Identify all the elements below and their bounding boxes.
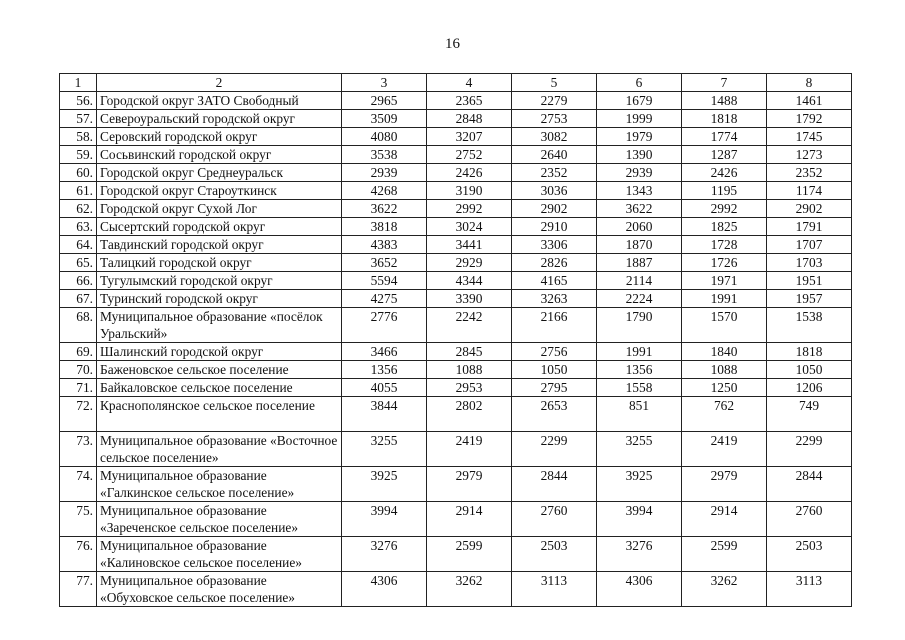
value-cell-col-4: 2599 bbox=[427, 537, 512, 572]
municipality-name: Североуральский городской округ bbox=[97, 110, 342, 128]
value-cell-col-8: 2844 bbox=[767, 467, 852, 502]
value-cell-col-3: 3466 bbox=[342, 343, 427, 361]
value-cell-col-8: 1273 bbox=[767, 146, 852, 164]
value-cell-col-6: 2224 bbox=[597, 290, 682, 308]
municipality-name: Баженовское сельское поселение bbox=[97, 361, 342, 379]
row-number: 74. bbox=[60, 467, 97, 502]
table-row bbox=[60, 92, 852, 110]
value-cell-col-8: 1174 bbox=[767, 182, 852, 200]
value-cell-col-7: 1774 bbox=[682, 128, 767, 146]
table-row bbox=[60, 290, 852, 308]
value-cell-col-6: 1999 bbox=[597, 110, 682, 128]
municipality-name: Муниципальное образование «Восточное сельское поселение» bbox=[97, 432, 342, 467]
value-cell-col-5: 1050 bbox=[512, 361, 597, 379]
value-cell-col-8: 3113 bbox=[767, 572, 852, 607]
value-cell-col-4: 2845 bbox=[427, 343, 512, 361]
header-cell: 7 bbox=[682, 74, 767, 92]
value-cell-col-6: 1790 bbox=[597, 308, 682, 343]
value-cell-col-4: 2419 bbox=[427, 432, 512, 467]
table-row bbox=[60, 182, 852, 200]
value-cell-col-5: 2299 bbox=[512, 432, 597, 467]
value-cell-col-7: 1825 bbox=[682, 218, 767, 236]
value-cell-col-5: 2756 bbox=[512, 343, 597, 361]
value-cell-col-5: 3306 bbox=[512, 236, 597, 254]
value-cell-col-8: 1951 bbox=[767, 272, 852, 290]
value-cell-col-5: 2640 bbox=[512, 146, 597, 164]
value-cell-col-3: 3844 bbox=[342, 397, 427, 432]
value-cell-col-7: 1250 bbox=[682, 379, 767, 397]
table-row bbox=[60, 502, 852, 537]
value-cell-col-5: 3263 bbox=[512, 290, 597, 308]
value-cell-col-6: 3255 bbox=[597, 432, 682, 467]
municipality-name: Муниципальное образование «Обуховское сельское поселение» bbox=[97, 572, 342, 607]
value-cell-col-3: 1356 bbox=[342, 361, 427, 379]
value-cell-col-4: 3441 bbox=[427, 236, 512, 254]
table-header-row bbox=[60, 74, 852, 92]
value-cell-col-3: 4268 bbox=[342, 182, 427, 200]
value-cell-col-8: 1792 bbox=[767, 110, 852, 128]
value-cell-col-7: 2426 bbox=[682, 164, 767, 182]
table-row bbox=[60, 128, 852, 146]
value-cell-col-3: 3652 bbox=[342, 254, 427, 272]
value-cell-col-3: 4080 bbox=[342, 128, 427, 146]
value-cell-col-4: 1088 bbox=[427, 361, 512, 379]
municipality-name: Городской округ Сухой Лог bbox=[97, 200, 342, 218]
table-row bbox=[60, 537, 852, 572]
value-cell-col-4: 2426 bbox=[427, 164, 512, 182]
row-number: 67. bbox=[60, 290, 97, 308]
value-cell-col-5: 2760 bbox=[512, 502, 597, 537]
table-row bbox=[60, 218, 852, 236]
value-cell-col-3: 3276 bbox=[342, 537, 427, 572]
value-cell-col-7: 2599 bbox=[682, 537, 767, 572]
value-cell-col-7: 1726 bbox=[682, 254, 767, 272]
municipality-name: Сосьвинский городской округ bbox=[97, 146, 342, 164]
table-row bbox=[60, 308, 852, 343]
row-number: 59. bbox=[60, 146, 97, 164]
municipality-name: Городской округ Среднеуральск bbox=[97, 164, 342, 182]
row-number: 60. bbox=[60, 164, 97, 182]
value-cell-col-8: 1538 bbox=[767, 308, 852, 343]
row-number: 58. bbox=[60, 128, 97, 146]
value-cell-col-6: 1979 bbox=[597, 128, 682, 146]
row-number: 66. bbox=[60, 272, 97, 290]
value-cell-col-4: 2242 bbox=[427, 308, 512, 343]
municipality-name: Муниципальное образование «Калиновское сельское поселение» bbox=[97, 537, 342, 572]
value-cell-col-4: 3024 bbox=[427, 218, 512, 236]
value-cell-col-4: 3262 bbox=[427, 572, 512, 607]
municipality-name: Краснополянское сельское поселение bbox=[97, 397, 342, 432]
value-cell-col-3: 2776 bbox=[342, 308, 427, 343]
municipality-name: Байкаловское сельское поселение bbox=[97, 379, 342, 397]
value-cell-col-3: 4055 bbox=[342, 379, 427, 397]
value-cell-col-5: 2753 bbox=[512, 110, 597, 128]
value-cell-col-8: 1818 bbox=[767, 343, 852, 361]
table-row bbox=[60, 379, 852, 397]
value-cell-col-6: 3994 bbox=[597, 502, 682, 537]
value-cell-col-3: 4306 bbox=[342, 572, 427, 607]
municipality-name: Серовский городской округ bbox=[97, 128, 342, 146]
header-cell: 6 bbox=[597, 74, 682, 92]
header-cell: 8 bbox=[767, 74, 852, 92]
table-row bbox=[60, 467, 852, 502]
table-row bbox=[60, 254, 852, 272]
value-cell-col-4: 4344 bbox=[427, 272, 512, 290]
value-cell-col-6: 1558 bbox=[597, 379, 682, 397]
value-cell-col-5: 2503 bbox=[512, 537, 597, 572]
municipality-name: Тавдинский городской округ bbox=[97, 236, 342, 254]
value-cell-col-4: 2914 bbox=[427, 502, 512, 537]
row-number: 72. bbox=[60, 397, 97, 432]
value-cell-col-6: 1991 bbox=[597, 343, 682, 361]
value-cell-col-6: 1679 bbox=[597, 92, 682, 110]
value-cell-col-8: 1206 bbox=[767, 379, 852, 397]
municipality-name: Талицкий городской округ bbox=[97, 254, 342, 272]
value-cell-col-7: 1818 bbox=[682, 110, 767, 128]
value-cell-col-6: 3276 bbox=[597, 537, 682, 572]
row-number: 65. bbox=[60, 254, 97, 272]
value-cell-col-8: 2352 bbox=[767, 164, 852, 182]
value-cell-col-7: 1840 bbox=[682, 343, 767, 361]
value-cell-col-5: 4165 bbox=[512, 272, 597, 290]
value-cell-col-5: 2166 bbox=[512, 308, 597, 343]
value-cell-col-6: 2114 bbox=[597, 272, 682, 290]
value-cell-col-6: 1343 bbox=[597, 182, 682, 200]
value-cell-col-8: 1703 bbox=[767, 254, 852, 272]
row-number: 76. bbox=[60, 537, 97, 572]
row-number: 56. bbox=[60, 92, 97, 110]
value-cell-col-8: 1791 bbox=[767, 218, 852, 236]
value-cell-col-4: 3190 bbox=[427, 182, 512, 200]
value-cell-col-7: 762 bbox=[682, 397, 767, 432]
value-cell-col-3: 5594 bbox=[342, 272, 427, 290]
value-cell-col-3: 3925 bbox=[342, 467, 427, 502]
row-number: 57. bbox=[60, 110, 97, 128]
table-row bbox=[60, 343, 852, 361]
value-cell-col-6: 3925 bbox=[597, 467, 682, 502]
value-cell-col-5: 2352 bbox=[512, 164, 597, 182]
value-cell-col-3: 3538 bbox=[342, 146, 427, 164]
value-cell-col-6: 2060 bbox=[597, 218, 682, 236]
table-row bbox=[60, 272, 852, 290]
table-row bbox=[60, 164, 852, 182]
value-cell-col-5: 2844 bbox=[512, 467, 597, 502]
row-number: 63. bbox=[60, 218, 97, 236]
header-cell: 5 bbox=[512, 74, 597, 92]
value-cell-col-8: 1745 bbox=[767, 128, 852, 146]
table-row bbox=[60, 361, 852, 379]
row-number: 64. bbox=[60, 236, 97, 254]
header-cell: 4 bbox=[427, 74, 512, 92]
row-number: 62. bbox=[60, 200, 97, 218]
row-number: 77. bbox=[60, 572, 97, 607]
value-cell-col-7: 1971 bbox=[682, 272, 767, 290]
value-cell-col-3: 4383 bbox=[342, 236, 427, 254]
value-cell-col-3: 3255 bbox=[342, 432, 427, 467]
value-cell-col-8: 749 bbox=[767, 397, 852, 432]
table-row bbox=[60, 146, 852, 164]
value-cell-col-5: 2795 bbox=[512, 379, 597, 397]
value-cell-col-6: 3622 bbox=[597, 200, 682, 218]
value-cell-col-4: 3390 bbox=[427, 290, 512, 308]
value-cell-col-3: 4275 bbox=[342, 290, 427, 308]
value-cell-col-4: 2365 bbox=[427, 92, 512, 110]
value-cell-col-8: 1461 bbox=[767, 92, 852, 110]
value-cell-col-8: 2760 bbox=[767, 502, 852, 537]
value-cell-col-6: 1870 bbox=[597, 236, 682, 254]
value-cell-col-4: 3207 bbox=[427, 128, 512, 146]
value-cell-col-5: 2910 bbox=[512, 218, 597, 236]
value-cell-col-8: 2503 bbox=[767, 537, 852, 572]
value-cell-col-7: 2979 bbox=[682, 467, 767, 502]
value-cell-col-5: 3082 bbox=[512, 128, 597, 146]
value-cell-col-4: 2752 bbox=[427, 146, 512, 164]
municipality-name: Муниципальное образование «Зареченское сельское поселение» bbox=[97, 502, 342, 537]
value-cell-col-5: 2826 bbox=[512, 254, 597, 272]
table-row bbox=[60, 397, 852, 432]
value-cell-col-4: 2979 bbox=[427, 467, 512, 502]
row-number: 73. bbox=[60, 432, 97, 467]
value-cell-col-7: 1488 bbox=[682, 92, 767, 110]
value-cell-col-3: 3622 bbox=[342, 200, 427, 218]
table-body bbox=[60, 74, 852, 607]
value-cell-col-6: 851 bbox=[597, 397, 682, 432]
value-cell-col-7: 1287 bbox=[682, 146, 767, 164]
municipality-name: Сысертский городской округ bbox=[97, 218, 342, 236]
value-cell-col-8: 1957 bbox=[767, 290, 852, 308]
value-cell-col-8: 2299 bbox=[767, 432, 852, 467]
value-cell-col-3: 3509 bbox=[342, 110, 427, 128]
value-cell-col-7: 2914 bbox=[682, 502, 767, 537]
municipality-name: Муниципальное образование «посёлок Уральский» bbox=[97, 308, 342, 343]
value-cell-col-3: 2939 bbox=[342, 164, 427, 182]
value-cell-col-7: 3262 bbox=[682, 572, 767, 607]
municipality-name: Городской округ ЗАТО Свободный bbox=[97, 92, 342, 110]
value-cell-col-5: 2902 bbox=[512, 200, 597, 218]
value-cell-col-4: 2848 bbox=[427, 110, 512, 128]
value-cell-col-6: 1390 bbox=[597, 146, 682, 164]
value-cell-col-7: 2992 bbox=[682, 200, 767, 218]
row-number: 61. bbox=[60, 182, 97, 200]
value-cell-col-3: 2965 bbox=[342, 92, 427, 110]
value-cell-col-8: 1050 bbox=[767, 361, 852, 379]
value-cell-col-6: 1356 bbox=[597, 361, 682, 379]
table-row bbox=[60, 110, 852, 128]
value-cell-col-5: 2653 bbox=[512, 397, 597, 432]
municipality-name: Городской округ Староуткинск bbox=[97, 182, 342, 200]
value-cell-col-8: 2902 bbox=[767, 200, 852, 218]
value-cell-col-7: 2419 bbox=[682, 432, 767, 467]
value-cell-col-5: 2279 bbox=[512, 92, 597, 110]
value-cell-col-4: 2992 bbox=[427, 200, 512, 218]
value-cell-col-7: 1991 bbox=[682, 290, 767, 308]
data-table bbox=[59, 73, 852, 607]
municipality-name: Шалинский городской округ bbox=[97, 343, 342, 361]
value-cell-col-3: 3818 bbox=[342, 218, 427, 236]
header-cell: 3 bbox=[342, 74, 427, 92]
value-cell-col-3: 3994 bbox=[342, 502, 427, 537]
value-cell-col-6: 1887 bbox=[597, 254, 682, 272]
table-row bbox=[60, 200, 852, 218]
value-cell-col-5: 3113 bbox=[512, 572, 597, 607]
municipality-name: Муниципальное образование «Галкинское сельское поселение» bbox=[97, 467, 342, 502]
value-cell-col-6: 2939 bbox=[597, 164, 682, 182]
row-number: 75. bbox=[60, 502, 97, 537]
table-row bbox=[60, 572, 852, 607]
municipality-name: Туринский городской округ bbox=[97, 290, 342, 308]
row-number: 69. bbox=[60, 343, 97, 361]
value-cell-col-7: 1570 bbox=[682, 308, 767, 343]
municipality-name: Тугулымский городской округ bbox=[97, 272, 342, 290]
value-cell-col-6: 4306 bbox=[597, 572, 682, 607]
value-cell-col-4: 2802 bbox=[427, 397, 512, 432]
value-cell-col-7: 1728 bbox=[682, 236, 767, 254]
value-cell-col-4: 2929 bbox=[427, 254, 512, 272]
header-cell: 2 bbox=[97, 74, 342, 92]
value-cell-col-5: 3036 bbox=[512, 182, 597, 200]
row-number: 68. bbox=[60, 308, 97, 343]
value-cell-col-7: 1088 bbox=[682, 361, 767, 379]
table-row bbox=[60, 236, 852, 254]
value-cell-col-4: 2953 bbox=[427, 379, 512, 397]
value-cell-col-7: 1195 bbox=[682, 182, 767, 200]
row-number: 70. bbox=[60, 361, 97, 379]
table-row bbox=[60, 432, 852, 467]
header-cell: 1 bbox=[60, 74, 97, 92]
value-cell-col-8: 1707 bbox=[767, 236, 852, 254]
row-number: 71. bbox=[60, 379, 97, 397]
page-number: 16 bbox=[445, 36, 460, 52]
